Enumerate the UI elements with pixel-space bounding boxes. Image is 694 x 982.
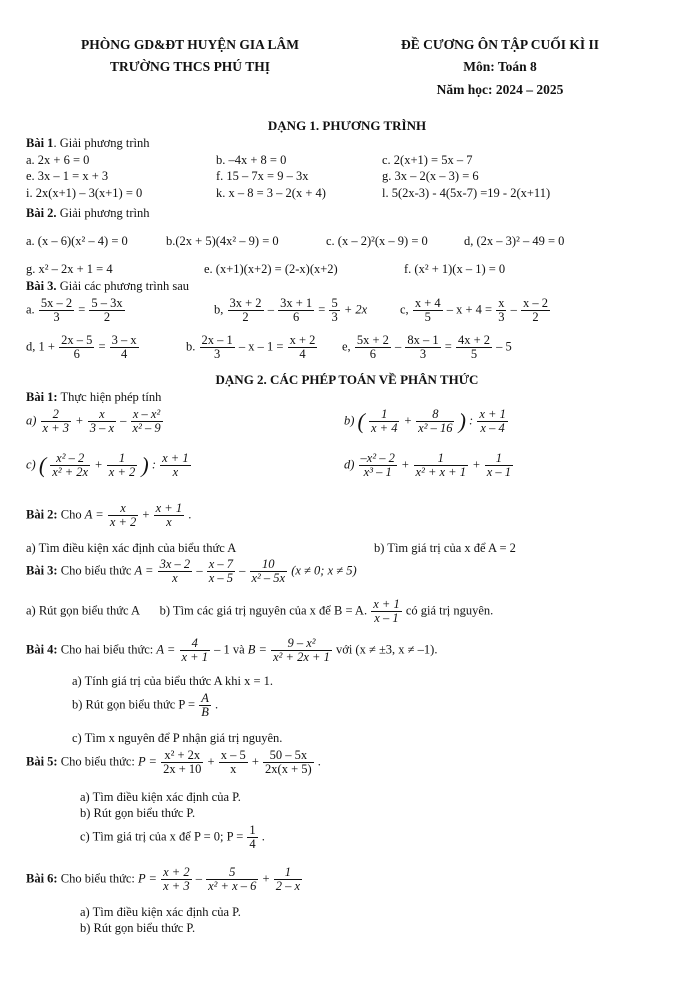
numerator: 3x + 2 — [229, 296, 262, 310]
numerator: 8 — [416, 408, 454, 422]
denominator: 3 — [214, 347, 221, 362]
operator: + — [207, 754, 215, 769]
operator: – — [267, 302, 274, 317]
expression-c — [26, 452, 192, 479]
left-paren: ( — [357, 408, 365, 434]
numerator: 5 — [206, 866, 258, 880]
denominator: 6 — [73, 347, 80, 362]
denominator: x² + x – 6 — [208, 879, 257, 894]
operator: – — [120, 413, 127, 428]
question-a: a) Tìm điều kiện xác định của biểu thức A — [26, 541, 237, 555]
operator: – — [395, 339, 402, 354]
numerator: x — [88, 408, 116, 422]
expression-name: P = — [138, 754, 157, 769]
denominator: 5 — [470, 347, 478, 362]
fraction — [414, 452, 468, 479]
exercise-2-1-heading — [26, 390, 161, 406]
numerator: x + 1 — [155, 501, 183, 515]
left-paren: ( — [38, 452, 47, 478]
numerator: x + 1 — [479, 407, 506, 421]
operator: = — [444, 339, 452, 354]
numerator: x — [498, 296, 505, 310]
question-c — [80, 824, 265, 851]
denominator: x² – 16 — [418, 421, 453, 436]
condition: với (x ≠ ±3, x ≠ –1). — [335, 642, 438, 657]
equation-item: b.(2x + 5)(4x² – 9) = 0 — [166, 234, 279, 248]
numerator: 8x – 1 — [407, 333, 439, 347]
denominator: x² + 2x — [52, 465, 89, 480]
operator: = — [78, 302, 86, 317]
denominator: x + 1 — [181, 650, 208, 665]
denominator: 4 — [249, 837, 256, 852]
numerator: 5 – 3x — [91, 296, 123, 310]
question-b — [72, 692, 218, 719]
fraction — [456, 334, 492, 361]
fraction — [521, 297, 550, 324]
equation-3b2 — [186, 334, 318, 361]
numerator: x + 2 — [289, 333, 316, 347]
section-title-fractions: DẠNG 2. CÁC PHÉP TOÁN VỀ PHÂN THỨC — [215, 372, 479, 387]
numerator: 3x – 2 — [159, 557, 191, 571]
equation-item: i. 2x(x+1) – 3(x+1) = 0 — [26, 186, 143, 200]
item-prefix: c) — [26, 457, 36, 472]
question-a: a) Rút gọn biểu thức A — [26, 603, 140, 618]
numerator: 4 — [180, 637, 210, 651]
exam-header — [345, 34, 655, 101]
question-b-lead: b) Tìm các giá trị nguyên của x để B = A. — [159, 603, 368, 618]
fraction — [359, 452, 397, 479]
expression-a — [26, 408, 164, 435]
denominator: x + 4 — [371, 421, 398, 436]
exercise-instruction: . Giải phương trình — [53, 136, 150, 150]
expression-middle: – x – 1 = — [238, 339, 284, 354]
school-header — [40, 34, 340, 79]
exercise-1-heading — [26, 136, 149, 152]
equation-item: c. (x – 2)²(x – 9) = 0 — [326, 234, 428, 248]
numerator: x + 1 — [162, 451, 189, 465]
fraction — [41, 408, 71, 435]
operator: + — [251, 754, 259, 769]
exercise-3-heading — [26, 279, 189, 295]
item-prefix: d) — [344, 457, 355, 472]
fraction — [271, 637, 332, 664]
equation-item: a. (x – 6)(x² – 4) = 0 — [26, 234, 128, 248]
equation-item: g. x² – 2x + 1 = 4 — [26, 262, 113, 276]
exercise-2-5-heading — [26, 749, 321, 776]
denominator: x — [230, 762, 237, 777]
fraction — [108, 502, 138, 529]
fraction — [161, 866, 191, 893]
exercise-instruction: Giải phương trình — [56, 206, 150, 220]
expression-b — [344, 408, 509, 435]
denominator: x + 3 — [42, 421, 70, 436]
item-prefix: b, — [214, 302, 224, 317]
numerator: 1 — [274, 866, 302, 880]
fraction — [219, 749, 248, 776]
equation-item: l. 5(2x-3) - 4(5x-7) =19 - 2(x+11) — [382, 186, 551, 200]
numerator: 2x – 5 — [61, 333, 93, 347]
exercise-2-4-heading — [26, 637, 437, 664]
fraction — [88, 408, 116, 435]
operator: – — [510, 302, 517, 317]
expression-tail: + 2x — [343, 302, 368, 317]
fraction — [263, 749, 314, 776]
numerator: A — [201, 691, 209, 705]
expression-lead: 1 + — [38, 339, 55, 354]
equation-item: d, (2x – 3)² – 49 = 0 — [464, 234, 565, 248]
question-b-lead: b) Rút gọn biểu thức P = — [72, 697, 196, 712]
denominator: x — [172, 465, 179, 480]
question-a: a) Tìm điều kiện xác định của P. — [80, 905, 241, 919]
operator: – — [195, 871, 202, 886]
item-prefix: a. — [26, 302, 35, 317]
equation-item: c. 2(x+1) = 5x – 7 — [382, 153, 473, 167]
equation-item: e. (x+1)(x+2) = (2-x)(x+2) — [204, 262, 338, 276]
numerator: 1 — [107, 452, 137, 466]
item-prefix: a) — [26, 413, 37, 428]
numerator: 10 — [250, 558, 288, 572]
equation-item: e. 3x – 1 = x + 3 — [26, 169, 109, 183]
denominator: x + 2 — [108, 465, 136, 480]
fraction-ops-row-2 — [26, 452, 676, 498]
right-paren: ) — [141, 452, 149, 478]
equation-item: f. (x² + 1)(x – 1) = 0 — [404, 262, 506, 276]
numerator: 9 – x² — [271, 637, 332, 651]
fraction — [131, 408, 163, 435]
exercise-2-6-heading — [26, 866, 303, 893]
exercise-label: Bài 2: — [26, 507, 58, 522]
denominator: 6 — [369, 347, 376, 362]
denominator: x – 5 — [208, 571, 233, 586]
numerator: 1 — [249, 823, 256, 837]
exercise-2-3-heading — [26, 558, 357, 585]
denominator: x + 3 — [163, 879, 190, 894]
expression-name: A = — [134, 563, 154, 578]
fraction — [369, 408, 399, 435]
denominator: 3 — [331, 310, 338, 325]
numerator: 50 – 5x — [263, 749, 314, 763]
fraction — [355, 334, 391, 361]
fraction — [329, 297, 339, 324]
numerator: x – 2 — [522, 296, 548, 310]
question-a: a) Tính giá trị của biểu thức A khi x = 1. — [72, 674, 274, 688]
exercise-label: Bài 6: — [26, 871, 58, 886]
denominator: x — [172, 571, 178, 586]
operator: = — [318, 302, 326, 317]
numerator: x – 7 — [208, 557, 233, 571]
department-name: PHÒNG GD&ĐT HUYỆN GIA LÂM — [80, 37, 299, 52]
denominator: 3 — [498, 310, 505, 325]
exercise-instruction: Giải các phương trình sau — [56, 279, 190, 293]
fraction — [154, 502, 184, 529]
operator: + — [472, 457, 481, 472]
denominator: B — [201, 705, 209, 720]
denominator: 3 — [419, 347, 427, 362]
expression-name: A = — [84, 507, 104, 522]
item-prefix: d, — [26, 339, 36, 354]
condition: (x ≠ 0; x ≠ 5) — [291, 563, 357, 578]
numerator: x — [108, 502, 138, 516]
denominator: x³ – 1 — [363, 465, 392, 480]
fraction — [110, 334, 139, 361]
denominator: x + 2 — [109, 515, 137, 530]
equation-3b — [214, 297, 367, 324]
fraction — [158, 558, 193, 585]
denominator: 5 — [424, 310, 431, 325]
item-prefix: b. — [186, 339, 196, 354]
operator: + — [75, 413, 84, 428]
equation-3c — [400, 297, 551, 324]
equation-item: k. x – 8 = 3 – 2(x + 4) — [216, 186, 326, 200]
fraction — [413, 297, 443, 324]
fraction — [160, 452, 190, 479]
denominator: 2 — [242, 310, 249, 325]
expression-middle: – x + 4 = — [446, 302, 493, 317]
document-title: ĐỀ CƯƠNG ÔN TẬP CUỐI KÌ II — [400, 37, 600, 52]
fraction — [200, 334, 235, 361]
fraction — [274, 866, 302, 893]
fraction — [228, 297, 264, 324]
operator: + — [94, 457, 103, 472]
denominator: 4 — [299, 347, 306, 362]
item-prefix: c, — [400, 302, 409, 317]
operator: – — [196, 563, 203, 578]
exercise-2-heading — [26, 206, 149, 222]
equation-item: a. 2x + 6 = 0 — [26, 153, 90, 167]
school-year: Năm học: 2024 – 2025 — [436, 81, 564, 97]
numerator: x – x² — [131, 408, 163, 422]
numerator: x² + 2x — [161, 749, 203, 763]
denominator: 2 — [103, 310, 111, 325]
question-b: b) Rút gọn biểu thức P. — [80, 921, 196, 935]
equation-3a — [26, 297, 126, 324]
operator: = — [98, 339, 106, 354]
numerator: 2x – 1 — [201, 333, 233, 347]
denominator: x² – 9 — [132, 421, 161, 436]
item-prefix: e, — [342, 339, 351, 354]
exercise-lead: Cho biểu thức: — [57, 754, 138, 769]
fraction — [405, 334, 440, 361]
item-prefix: b) — [344, 413, 355, 428]
expression-tail: – 1 — [214, 642, 230, 657]
fraction — [485, 452, 513, 479]
denominator: 2x(x + 5) — [265, 762, 312, 777]
expression-name: P = — [138, 871, 157, 886]
fraction — [89, 297, 124, 324]
denominator: x – 1 — [374, 611, 399, 626]
denominator: 4 — [121, 347, 128, 362]
fraction — [247, 824, 257, 851]
exercise-2-2-heading — [26, 502, 191, 529]
fraction — [250, 558, 288, 585]
equation-3e — [342, 334, 512, 361]
fraction — [50, 452, 90, 479]
denominator: 2 — [532, 310, 539, 325]
numerator: 3x + 1 — [280, 296, 313, 310]
denominator: 2x + 10 — [163, 762, 202, 777]
exercise-label: Bài 1 — [26, 136, 54, 150]
numerator: –x² – 2 — [360, 451, 395, 465]
school-name: TRƯỜNG THCS PHÚ THỊ — [110, 59, 270, 75]
fraction — [199, 692, 211, 719]
question-b-tail: có giá trị nguyên. — [405, 603, 494, 618]
numerator: x + 2 — [163, 865, 190, 879]
operator: + — [142, 507, 150, 522]
punctuation: . — [261, 829, 265, 844]
numerator: 5x – 2 — [40, 296, 73, 310]
equation-item: b. –4x + 8 = 0 — [216, 153, 287, 167]
operator: : — [469, 413, 474, 428]
right-paren: ) — [458, 408, 466, 434]
punctuation: . — [188, 507, 192, 522]
numerator: 5x + 2 — [356, 333, 389, 347]
exercise-instruction: Thực hiện phép tính — [57, 390, 162, 404]
exercise-label: Bài 2. — [26, 206, 57, 220]
denominator: x² + x + 1 — [415, 465, 466, 480]
fraction — [206, 866, 258, 893]
exercise-3-row-1 — [26, 297, 676, 337]
equation-3d — [26, 334, 140, 361]
numerator: 1 — [414, 452, 468, 466]
fraction — [180, 637, 210, 664]
exercise-3-row-2 — [26, 334, 676, 374]
fraction — [207, 558, 235, 585]
operator: – — [239, 563, 246, 578]
denominator: x – 1 — [486, 465, 511, 480]
exercise-label: Bài 3. — [26, 279, 57, 293]
question-c: c) Tìm x nguyên để P nhận giá trị nguyên. — [72, 731, 283, 745]
denominator: x² – 5x — [251, 571, 286, 586]
question-c-lead: c) Tìm giá trị của x để P = 0; P = — [80, 829, 244, 844]
punctuation: . — [214, 697, 219, 712]
exercise-lead: Cho hai biểu thức: — [57, 642, 157, 657]
denominator: x — [166, 515, 172, 530]
fraction — [477, 408, 507, 435]
exercise-2-3-questions — [26, 598, 493, 625]
exercise-lead: Cho biểu thức — [57, 563, 135, 578]
denominator: 6 — [292, 310, 300, 325]
fraction — [371, 598, 401, 625]
denominator: x² + 2x + 1 — [273, 650, 330, 665]
fraction — [416, 408, 454, 435]
question-a: a) Tìm điều kiện xác định của P. — [80, 790, 241, 804]
operator: + — [400, 457, 410, 472]
denominator: 3 – x — [89, 421, 115, 436]
operator: : — [151, 457, 156, 472]
fraction — [107, 452, 137, 479]
numerator: x + 1 — [373, 597, 400, 611]
question-b: b) Tìm giá trị của x để A = 2 — [374, 541, 516, 555]
denominator: x – 4 — [480, 421, 505, 436]
section-title-equations: DẠNG 1. PHƯƠNG TRÌNH — [267, 118, 427, 133]
exercise-label: Bài 3: — [26, 563, 58, 578]
expression-name: A = — [156, 642, 176, 657]
denominator: 2 – x — [275, 879, 300, 894]
exercise-label: Bài 4: — [26, 642, 58, 657]
numerator: x – 5 — [220, 748, 246, 762]
fraction — [59, 334, 94, 361]
operator: + — [403, 413, 413, 428]
exercise-lead: Cho — [57, 507, 85, 522]
numerator: 2 — [41, 408, 71, 422]
subject: Môn: Toán 8 — [463, 59, 537, 75]
numerator: x² – 2 — [50, 452, 90, 466]
numerator: 5 — [331, 296, 338, 310]
exercise-label: Bài 5: — [26, 754, 58, 769]
numerator: 3 – x — [111, 333, 137, 347]
fraction — [496, 297, 506, 324]
operator: + — [262, 871, 270, 886]
numerator: 1 — [485, 452, 513, 466]
question-b: b) Rút gọn biểu thức P. — [80, 806, 196, 820]
numerator: x + 4 — [414, 296, 441, 310]
fraction — [39, 297, 74, 324]
expression-tail: – 5 — [496, 339, 512, 354]
expression-name: B = — [247, 642, 267, 657]
fraction — [278, 297, 314, 324]
denominator: 3 — [53, 310, 60, 325]
equation-item: f. 15 – 7x = 9 – 3x — [216, 169, 309, 183]
expression-d — [344, 452, 514, 479]
exercise-label: Bài 1: — [26, 390, 58, 404]
numerator: 4x + 2 — [457, 333, 490, 347]
fraction-ops-row-1 — [26, 408, 676, 452]
exercise-lead: Cho biểu thức: — [57, 871, 138, 886]
numerator: 1 — [369, 408, 399, 422]
conjunction: và — [232, 642, 248, 657]
fraction — [161, 749, 203, 776]
fraction — [288, 334, 318, 361]
equation-item: g. 3x – 2(x – 3) = 6 — [382, 169, 479, 183]
punctuation: . — [317, 754, 321, 769]
